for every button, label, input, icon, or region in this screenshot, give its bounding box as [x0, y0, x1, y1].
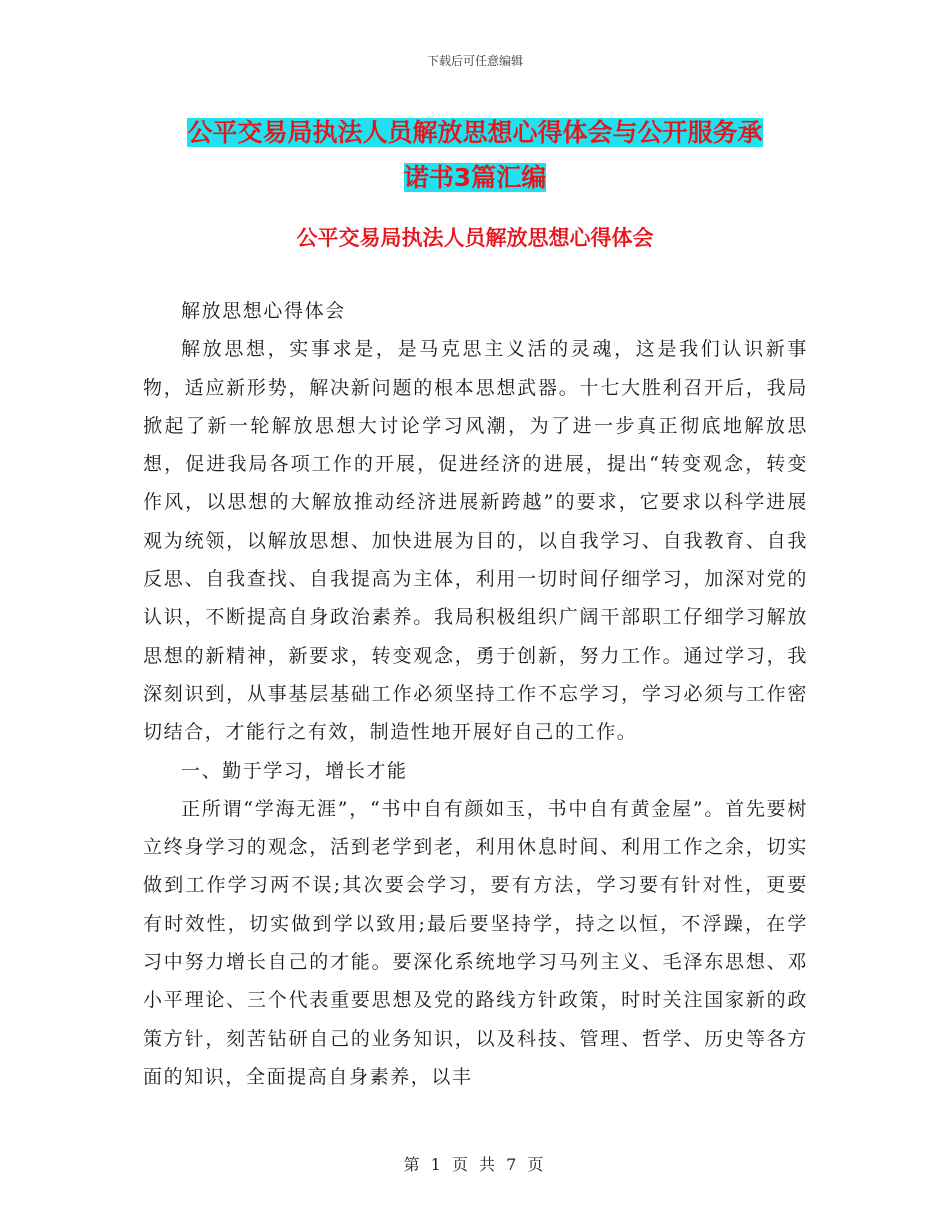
paragraph: 解放思想，实事求是，是马克思主义活的灵魂，这是我们认识新事物，适应新形势，解决新问题的根本思想武器。十七大胜利召开后，我局掀起了新一轮解放思想大讨论学习风潮，为了进一步真正彻底地解放思想，促进我局各项工作的开展，促进经济的进展，提出“转变观念，转变作风，以思想的大解放推动经济进展新跨越”的要求，它要求以科学进展观为统领，以解放思想、加快进展为目的，以自我学习、自我教育、自我反思、自我查找、自我提高为主体，利用一切时间仔细学习，加深对党的认识，不断提高自身政治素养。我局积极组织广阔干部职工仔细学习解放思想的新精神，新要求，转变观念，勇于创新，努力工作。通过学习，我深刻识到，从事基层基础工作必须坚持工作不忘学习，学习必须与工作密切结合，才能行之有效，制造性地开展好自己的工作。: [143, 338, 808, 744]
body-text: [143, 292, 808, 1096]
paragraph-heading: 一、勤于学习，增长才能: [181, 759, 408, 782]
paragraph-subheading: 解放思想心得体会: [181, 300, 346, 322]
page-number: 第 1 页 共 7 页: [403, 1155, 547, 1174]
document-title-line-2: 诺书3篇汇编: [403, 163, 547, 192]
header-note: 下载后可任意编辑: [426, 54, 523, 68]
document-title-line-1: 公平交易局执法人员解放思想心得体会与公开服务承: [187, 118, 763, 147]
section-title: 公平交易局执法人员解放思想心得体会: [296, 226, 654, 250]
document-title: [140, 110, 810, 200]
paragraph: 正所谓“学海无涯”，“书中自有颜如玉，书中自有黄金屋”。首先要树立终身学习的观念，活到老学到老，利用休息时间、利用工作之余，切实做到工作学习两不误;其次要会学习，要有方法，学习要有针对性，更要有时效性，切实做到学以致用;最后要坚持学，持之以恒，不浮躁，在学习中努力增长自己的才能。要深化系统地学习马列主义、毛泽东思想、邓小平理论、三个代表重要思想及党的路线方针政策，时时关注国家新的政策方针，刻苦钻研自己的业务知识，以及科技、管理、哲学、历史等各方面的知识，全面提高自身素养，以丰: [143, 797, 808, 1088]
